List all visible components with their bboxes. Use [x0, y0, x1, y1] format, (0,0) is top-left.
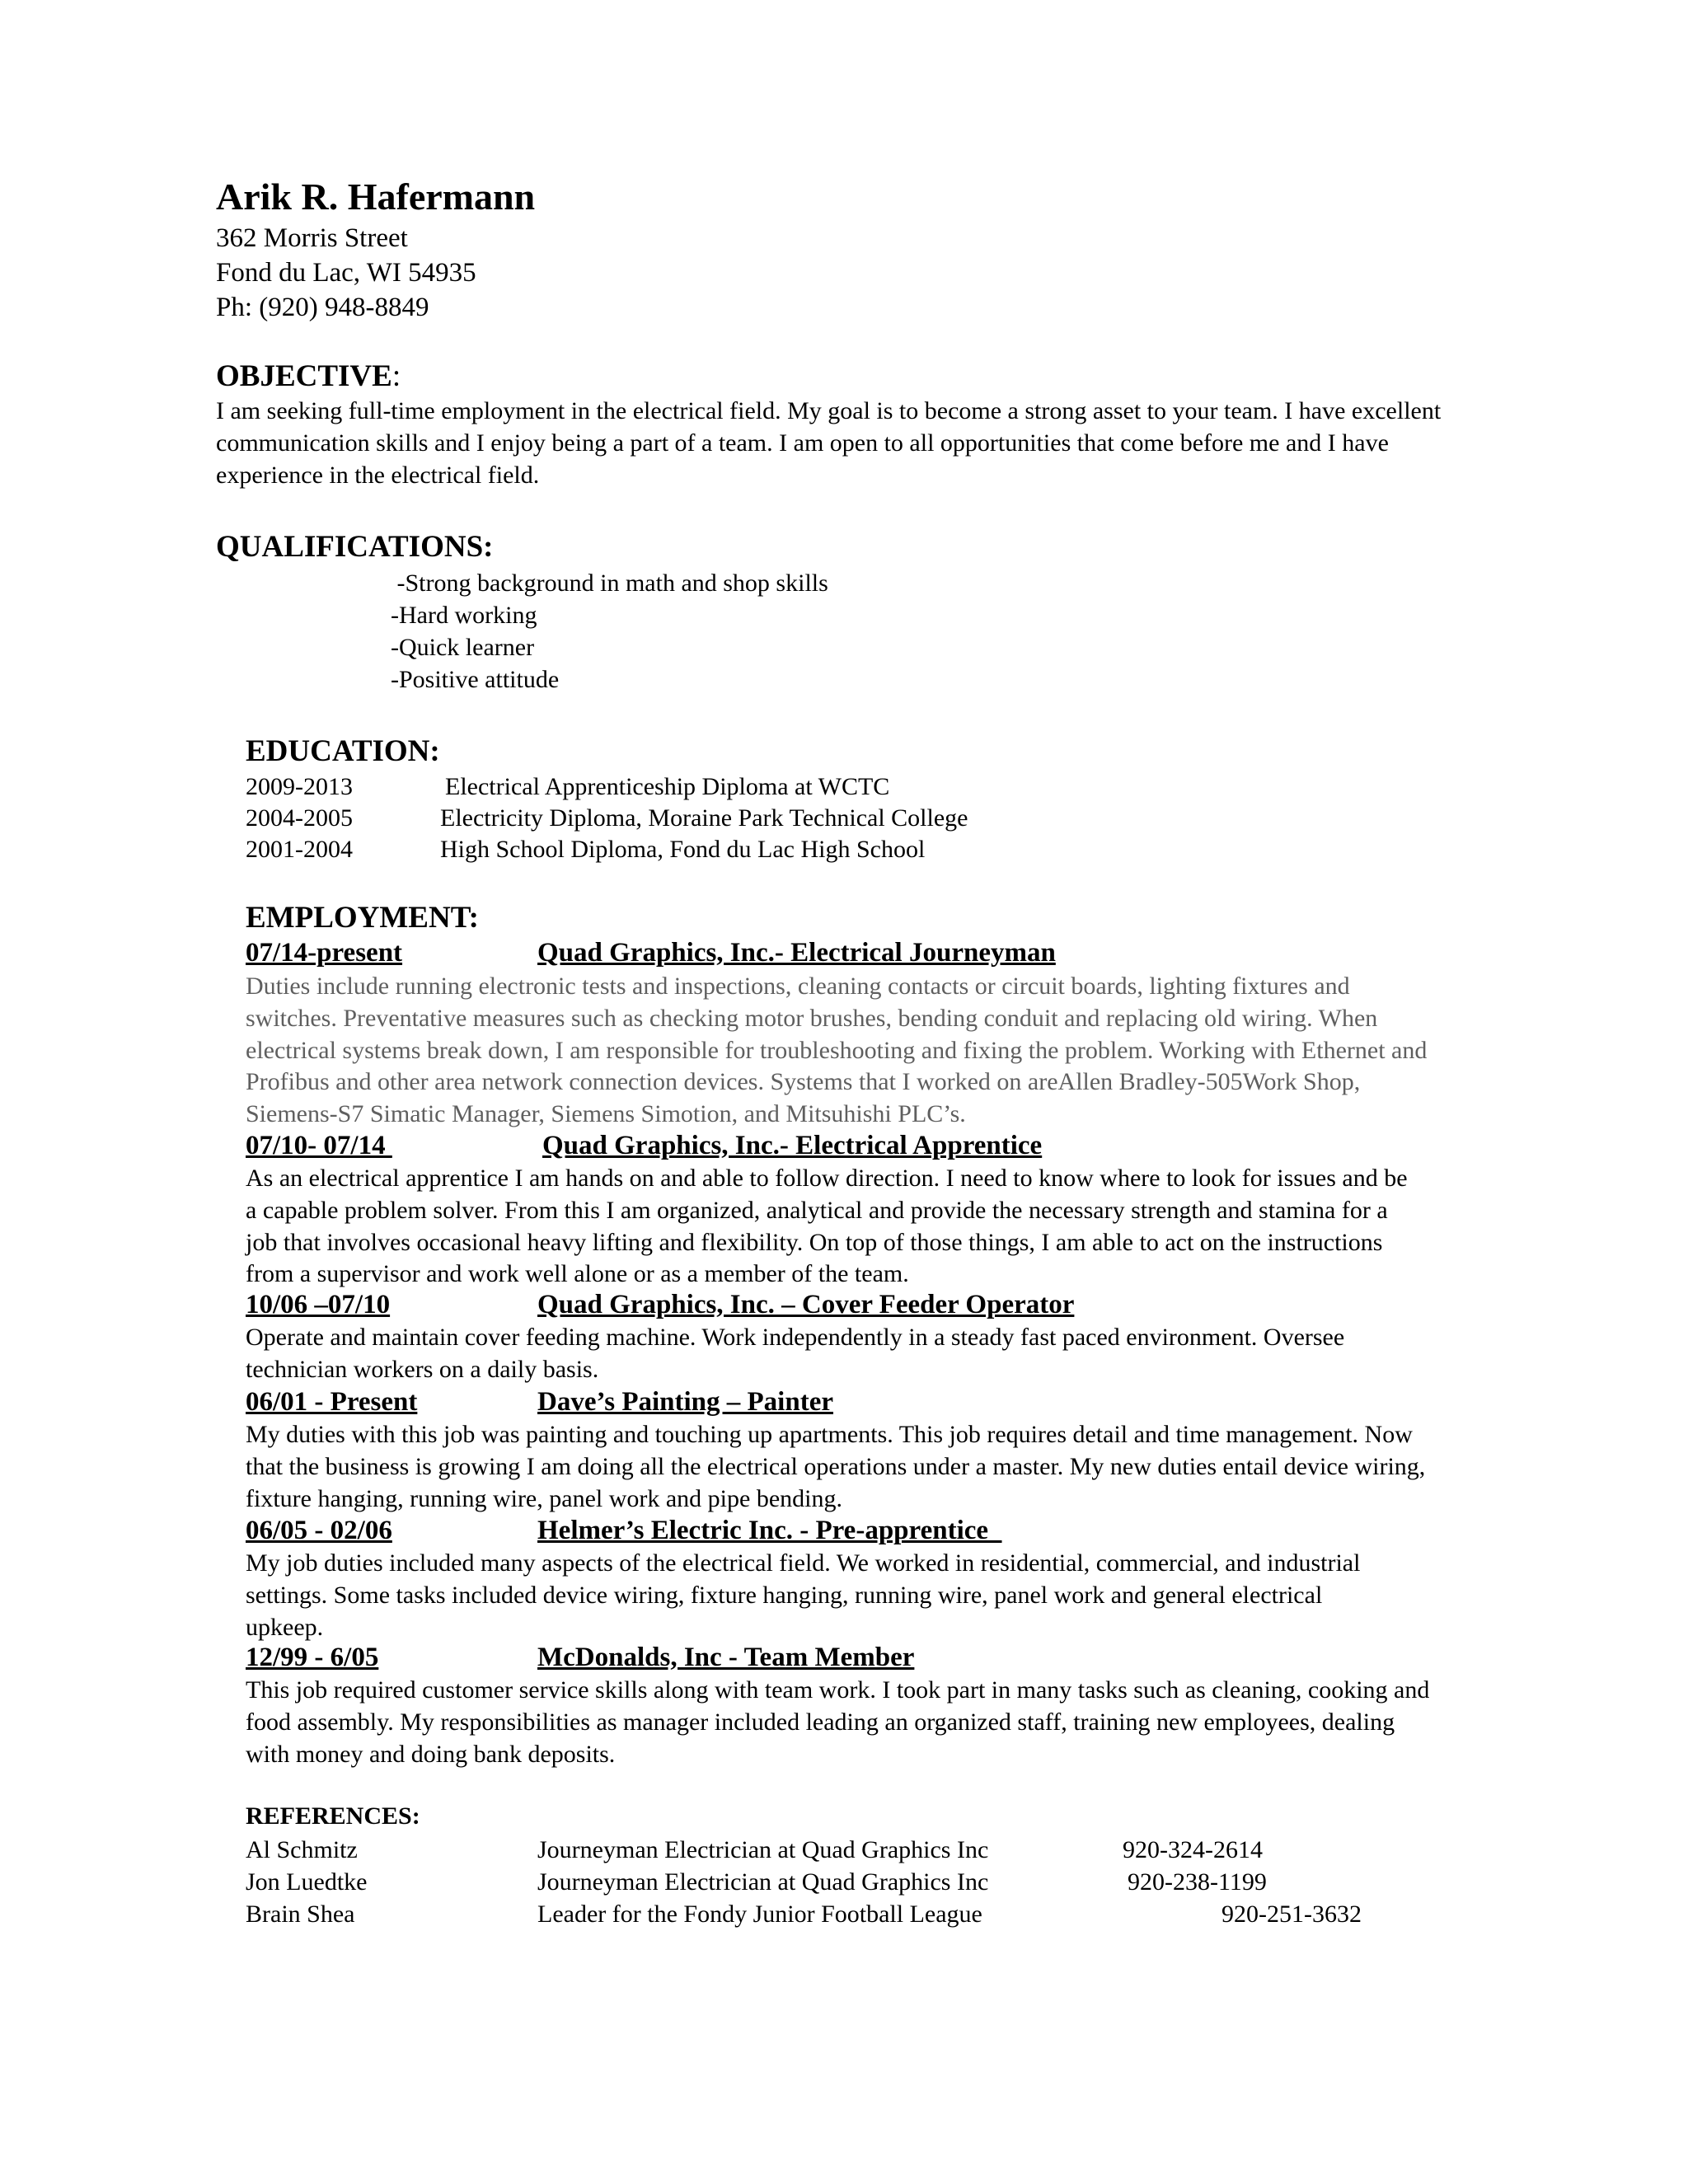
job-title: Quad Graphics, Inc.- Electrical Journeyman: [537, 938, 1056, 968]
education-detail: High School Diploma, Fond du Lac High School: [440, 836, 926, 863]
job-title: Quad Graphics, Inc.- Electrical Apprentice: [542, 1131, 1043, 1160]
job-dates: 12/99 - 6/05: [246, 1643, 379, 1672]
objective-text: I am seeking full-time employment in the electrical field. My goal is to become a strong asset to your team. I have excellent communication skills and I enjoy being a part of a team. I am open to all opportunities that come before me and I have experience in the electrical field.: [216, 397, 1442, 489]
education-years: 2001-2004: [246, 836, 353, 863]
qualification-item: -Positive attitude: [391, 666, 560, 693]
reference-phone: 920-324-2614: [1123, 1836, 1263, 1863]
street-address: 362 Morris Street: [216, 223, 408, 253]
education-detail: Electrical Apprenticeship Diploma at WCTC: [445, 773, 890, 800]
job-description: This job required customer service skills along with team work. I took part in many tasks such as cleaning, cooking and food assembly. My responsibilities as manager included leading an organized staff, training new employees, dealing with money and doing bank deposits.: [246, 1676, 1430, 1768]
phone-number: Ph: (920) 948-8849: [216, 293, 429, 322]
job-description: Duties include running electronic tests and inspections, cleaning contacts or circuit boards, lighting fixtures and switches. Preventative measures such as checking motor brushes, bending conduit and replacing old wiring. When electrical systems break down, I am responsible for troubleshooting and fixing the problem. Working with Ethernet and Profibus and other area network connection devices. Systems that I worked on areAllen Bradley-505Work Shop, Siemens-S7 Simatic Manager, Siemens Simotion, and Mitsuhishi PLC’s.: [246, 972, 1428, 1128]
job-description: My duties with this job was painting and touching up apartments. This job requires detail and time management. Now that the business is growing I am doing all the electrical operations under a master. My new duties entail device wiring, fixture hanging, running wire, panel work and pipe bending.: [246, 1421, 1426, 1512]
job-dates: 07/10- 07/14: [246, 1131, 392, 1160]
objective-heading: [216, 359, 401, 394]
job-dates: 10/06 –07/10: [246, 1290, 391, 1319]
education-heading: EDUCATION:: [246, 734, 440, 768]
reference-name: Brain Shea: [246, 1900, 355, 1928]
qualifications-heading: QUALIFICATIONS:: [216, 530, 494, 564]
qualification-item: -Strong background in math and shop skills: [391, 569, 828, 597]
references-heading: REFERENCES:: [246, 1802, 420, 1830]
education-years: 2009-2013: [246, 773, 353, 800]
reference-phone: 920-251-3632: [1221, 1900, 1362, 1928]
reference-role: Leader for the Fondy Junior Football League: [537, 1900, 982, 1928]
city-state-zip: Fond du Lac, WI 54935: [216, 258, 476, 288]
reference-phone: 920-238-1199: [1128, 1868, 1267, 1896]
objective-heading-colon: :: [392, 359, 401, 393]
education-detail: Electricity Diploma, Moraine Park Technical College: [440, 804, 968, 832]
reference-role: Journeyman Electrician at Quad Graphics Inc: [537, 1868, 989, 1896]
qualification-item: -Hard working: [391, 602, 537, 629]
education-years: 2004-2005: [246, 804, 353, 832]
employment-heading: EMPLOYMENT:: [246, 901, 479, 935]
job-title: Quad Graphics, Inc. – Cover Feeder Operator: [537, 1290, 1075, 1319]
applicant-name: Arik R. Hafermann: [216, 176, 536, 218]
job-description: Operate and maintain cover feeding machine. Work independently in a steady fast paced environment. Oversee technician workers on a daily basis.: [246, 1324, 1345, 1383]
qualification-item: -Quick learner: [391, 634, 535, 661]
job-description: As an electrical apprentice I am hands on and able to follow direction. I need to know where to look for issues and be a capable problem solver. From this I am organized, analytical and provide the necessary strength and stamina for a job that involves occasional heavy lifting and flexibility. On top of those things, I am able to act on the instructions from a supervisor and work well alone or as a member of the team.: [246, 1165, 1408, 1288]
job-dates: 06/01 - Present: [246, 1387, 418, 1417]
reference-role: Journeyman Electrician at Quad Graphics Inc: [537, 1836, 989, 1863]
job-title: Dave’s Painting – Painter: [537, 1387, 833, 1417]
reference-name: Al Schmitz: [246, 1836, 358, 1863]
job-title: Helmer’s Electric Inc. - Pre-apprentice: [537, 1516, 1002, 1545]
job-description: My job duties included many aspects of the electrical field. We worked in residential, commercial, and industrial settings. Some tasks included device wiring, fixture hanging, running wire, panel work and general electrical upkeep.: [246, 1549, 1361, 1641]
reference-name: Jon Luedtke: [246, 1868, 368, 1896]
objective-heading-text: OBJECTIVE: [216, 359, 392, 393]
job-dates: 06/05 - 02/06: [246, 1516, 392, 1545]
job-dates: 07/14-present: [246, 938, 403, 968]
job-title: McDonalds, Inc - Team Member: [537, 1643, 915, 1672]
